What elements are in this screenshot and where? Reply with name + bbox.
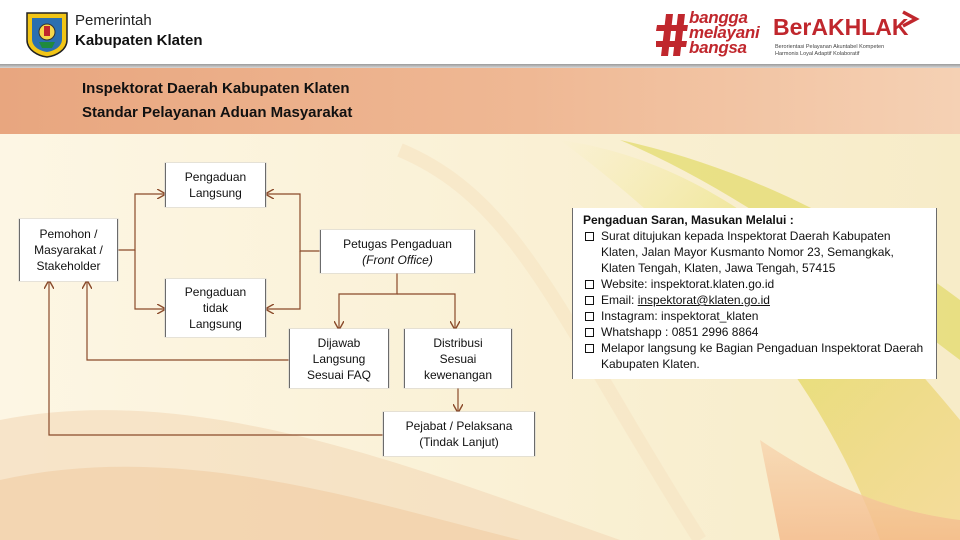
contact-heading: Pengaduan Saran, Masukan Melalui : — [583, 213, 794, 227]
checkbox-bullet-icon — [585, 296, 594, 305]
berakhlak-logo: BerAKHLAK — [773, 14, 909, 40]
list-item: Whatshapp : 0851 2996 8864 — [583, 324, 928, 340]
list-item: Melapor langsung ke Bagian Pengaduan Inspektorat Daerah Kabupaten Klaten. — [583, 340, 928, 372]
list-item: Instagram: inspektorat_klaten — [583, 308, 928, 324]
bangga-melayani-bangsa-logo: bangga melayani bangsa — [689, 8, 760, 57]
list-item: Website: inspektorat.klaten.go.id — [583, 276, 928, 292]
checkbox-bullet-icon — [585, 312, 594, 321]
chevron-icon — [900, 10, 922, 28]
node-pengaduan-tidak-langsung: Pengaduan tidak Langsung — [165, 279, 266, 337]
checkbox-bullet-icon — [585, 344, 594, 353]
list-item: Surat ditujukan kepada Inspektorat Daerah Kabupaten Klaten, Jalan Mayor Kusmanto Nomor 23, Semangkak, Klaten Tengah, Klaten, Jawa Tengah, 57415 — [583, 228, 928, 276]
checkbox-bullet-icon — [585, 328, 594, 337]
regency-label: Kabupaten Klaten — [75, 32, 203, 49]
node-dijawab-faq: Dijawab Langsung Sesuai FAQ — [289, 329, 389, 388]
contact-list — [583, 228, 928, 372]
berakhlak-tagline: Berorientasi Pelayanan Akuntabel Kompeten Harmonis Loyal Adaptif Kolaboratif — [775, 44, 885, 57]
node-pemohon: Pemohon / Masyarakat / Stakeholder — [19, 219, 118, 281]
page-title: Inspektorat Daerah Kabupaten Klaten — [82, 80, 350, 97]
node-distribusi: Distribusi Sesuai kewenangan — [404, 329, 512, 388]
email-link[interactable]: inspektorat@klaten.go.id — [637, 293, 770, 307]
checkbox-bullet-icon — [585, 232, 594, 241]
page-subtitle: Standar Pelayanan Aduan Masyarakat — [82, 104, 353, 121]
checkbox-bullet-icon — [585, 280, 594, 289]
government-label: Pemerintah — [75, 12, 152, 29]
contact-info-box — [572, 208, 937, 379]
list-item: Email: inspektorat@klaten.go.id — [583, 292, 928, 308]
klaten-emblem-icon — [24, 10, 70, 58]
title-band — [0, 68, 960, 134]
node-pengaduan-langsung: Pengaduan Langsung — [165, 163, 266, 207]
node-petugas-pengaduan: Petugas Pengaduan (Front Office) — [320, 230, 475, 273]
node-pejabat-pelaksana: Pejabat / Pelaksana (Tindak Lanjut) — [383, 412, 535, 456]
